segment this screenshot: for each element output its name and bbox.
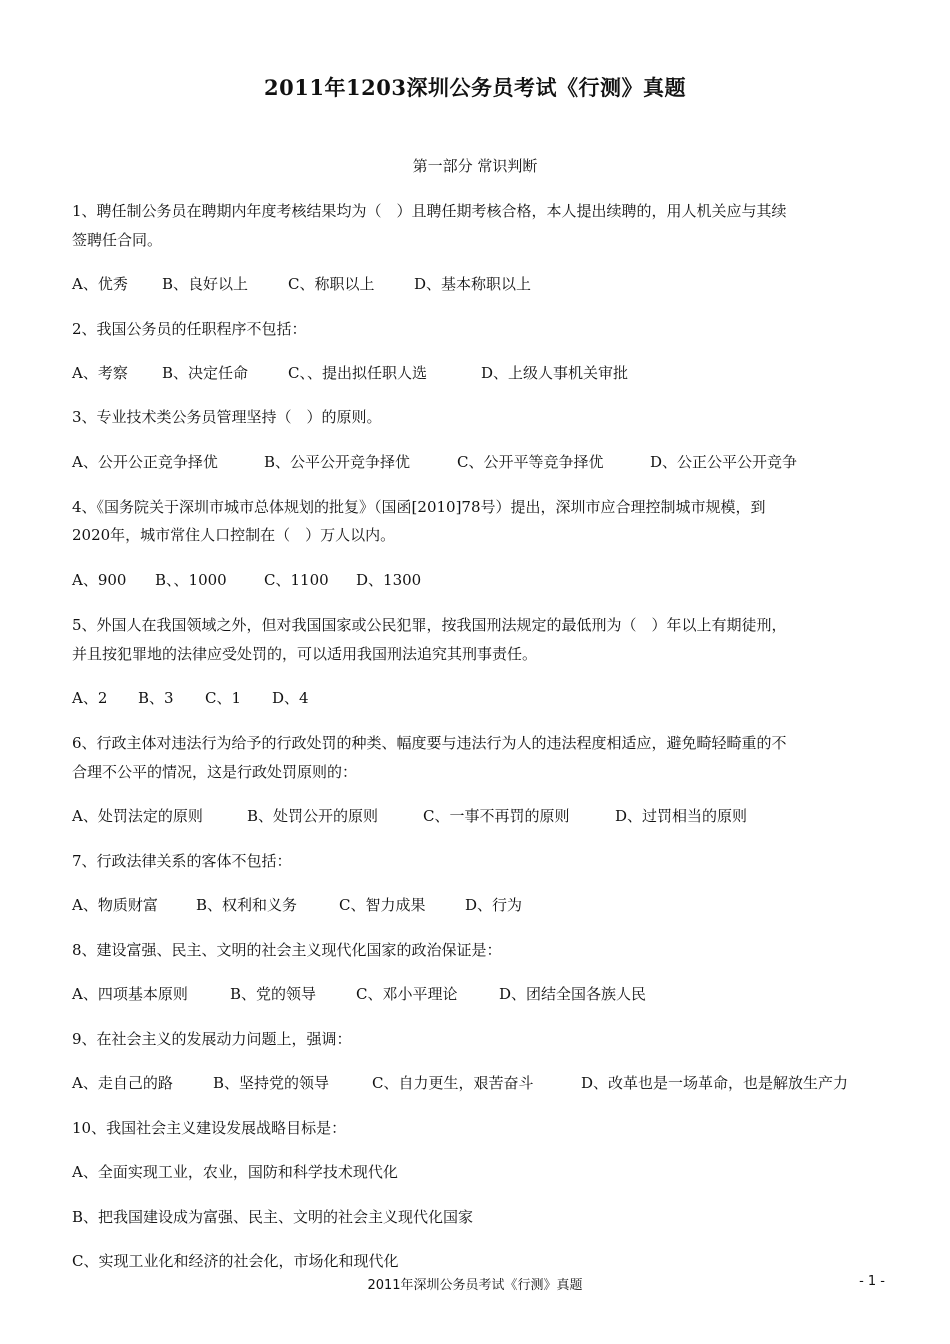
option-b: B、3 bbox=[138, 689, 174, 707]
option-a: A、公开公正竞争择优 bbox=[72, 453, 218, 471]
option-a: A、处罚法定的原则 bbox=[72, 807, 203, 825]
option-c: C、公开平等竞争择优 bbox=[457, 453, 604, 471]
question-6-line-2: 合理不公平的情况，这是行政处罚原则的： bbox=[72, 763, 358, 781]
question-6-options bbox=[72, 805, 882, 826]
option-a: A、走自己的路 bbox=[72, 1074, 173, 1092]
question-10-option-a: A、全面实现工业，农业，国防和科学技术现代化 bbox=[72, 1163, 398, 1181]
question-1-line-1: 1、聘任制公务员在聘期内年度考核结果均为（ ）且聘任期考核合格，本人提出续聘的，用人机关应与其续 bbox=[72, 202, 787, 220]
page-number: - 1 - bbox=[859, 1274, 885, 1289]
question-4-line-1: 4、《国务院关于深圳市城市总体规划的批复》（国函[2010]78号）提出，深圳市应合理控制城市规模，到 bbox=[72, 498, 766, 516]
option-d: D、过罚相当的原则 bbox=[615, 807, 748, 825]
question-4-options bbox=[72, 569, 882, 590]
question-5-line-1: 5、外国人在我国领域之外，但对我国国家或公民犯罪，按我国刑法规定的最低刑为（ ）年以上有期徒刑， bbox=[72, 616, 787, 634]
option-b: B、权利和义务 bbox=[196, 896, 298, 914]
option-a: A、2 bbox=[72, 689, 108, 707]
option-a: A、物质财富 bbox=[72, 896, 158, 914]
option-d: D、改革也是一场革命，也是解放生产力 bbox=[581, 1074, 849, 1092]
question-8-options bbox=[72, 983, 882, 1004]
option-d: D、公正公平公开竞争 bbox=[650, 453, 798, 471]
question-9-line-1: 9、在社会主义的发展动力问题上，强调： bbox=[72, 1030, 352, 1048]
option-d: D、基本称职以上 bbox=[414, 275, 532, 293]
question-3-options bbox=[72, 451, 882, 472]
question-10-option-c: C、实现工业化和经济的社会化，市场化和现代化 bbox=[72, 1252, 399, 1270]
document-title: 2011年1203深圳公务员考试《行测》真题 bbox=[264, 75, 686, 100]
question-2-options bbox=[72, 362, 882, 383]
option-c: C、、提出拟任职人选 bbox=[288, 364, 427, 382]
question-10-option-b: B、把我国建设成为富强、民主、文明的社会主义现代化国家 bbox=[72, 1208, 474, 1226]
question-7-options bbox=[72, 894, 882, 915]
option-a: A、四项基本原则 bbox=[72, 985, 188, 1003]
option-c: C、称职以上 bbox=[288, 275, 375, 293]
option-b: B、坚持党的领导 bbox=[213, 1074, 330, 1092]
option-d: D、上级人事机关审批 bbox=[481, 364, 629, 382]
question-9-options bbox=[72, 1072, 882, 1093]
option-d: D、1300 bbox=[356, 571, 422, 589]
option-d: D、团结全国各族人民 bbox=[499, 985, 647, 1003]
question-4-line-2: 2020年，城市常住人口控制在（ ）万人以内。 bbox=[72, 526, 396, 544]
option-c: C、一事不再罚的原则 bbox=[423, 807, 570, 825]
option-a: A、考察 bbox=[72, 364, 128, 382]
option-c: C、1100 bbox=[264, 571, 329, 589]
question-3-line-1: 3、专业技术类公务员管理坚持（ ）的原则。 bbox=[72, 408, 382, 426]
option-d: D、4 bbox=[272, 689, 309, 707]
question-1-options bbox=[72, 273, 882, 294]
question-5-options bbox=[72, 687, 882, 708]
question-10-line-1: 10、我国社会主义建设发展战略目标是： bbox=[72, 1119, 347, 1137]
question-2-line-1: 2、我国公务员的任职程序不包括： bbox=[72, 320, 307, 338]
section-heading: 第一部分 常识判断 bbox=[412, 157, 538, 175]
option-a: A、优秀 bbox=[72, 275, 128, 293]
option-b: B、公平公开竞争择优 bbox=[264, 453, 411, 471]
question-1-line-2: 签聘任合同。 bbox=[72, 231, 163, 249]
option-b: B、决定任命 bbox=[162, 364, 249, 382]
option-c: C、邓小平理论 bbox=[356, 985, 458, 1003]
option-c: C、智力成果 bbox=[339, 896, 426, 914]
question-7-line-1: 7、行政法律关系的客体不包括： bbox=[72, 852, 292, 870]
option-b: B、处罚公开的原则 bbox=[247, 807, 379, 825]
page-footer: 2011年深圳公务员考试《行测》真题 bbox=[367, 1278, 583, 1293]
option-b: B、党的领导 bbox=[230, 985, 317, 1003]
question-6-line-1: 6、行政主体对违法行为给予的行政处罚的种类、幅度要与违法行为人的违法程度相适应，避免畸轻畸重的不 bbox=[72, 734, 787, 752]
option-c: C、自力更生，艰苦奋斗 bbox=[372, 1074, 534, 1092]
option-c: C、1 bbox=[205, 689, 242, 707]
question-5-line-2: 并且按犯罪地的法律应受处罚的，可以适用我国刑法追究其刑事责任。 bbox=[72, 645, 538, 663]
option-d: D、行为 bbox=[465, 896, 523, 914]
option-b: B、良好以上 bbox=[162, 275, 249, 293]
option-a: A、900 bbox=[72, 571, 127, 589]
question-8-line-1: 8、建设富强、民主、文明的社会主义现代化国家的政治保证是： bbox=[72, 941, 502, 959]
option-b: B、、1000 bbox=[155, 571, 227, 589]
